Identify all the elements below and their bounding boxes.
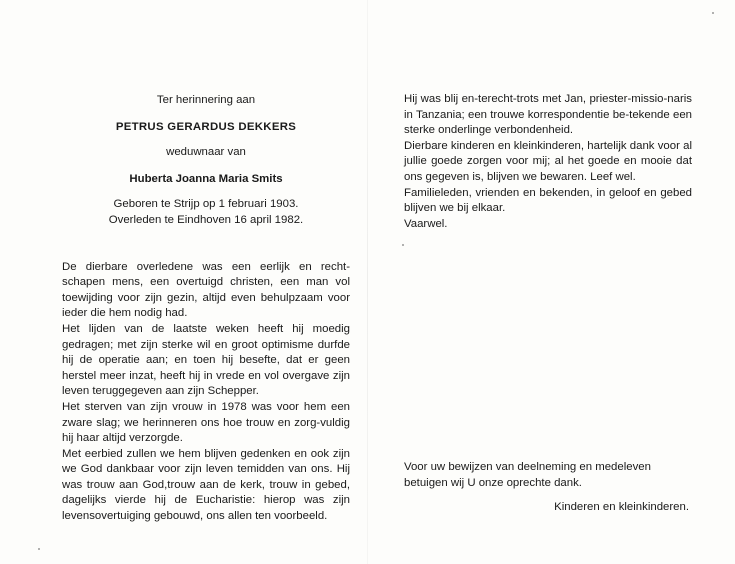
paragraph: Hij was blij en-terecht-trots met Jan, priester-missio-naris in Tanzania; een trouwe korrespondentie be-tekende een sterke onderlinge verbondenheid.: [404, 93, 692, 137]
birth-line: Geboren te Strijp op 1 februari 1903.: [113, 198, 299, 211]
heading-block: [62, 93, 350, 229]
right-panel: [404, 92, 692, 232]
print-speck: [38, 548, 40, 550]
print-speck: [402, 244, 404, 246]
card-fold: [367, 0, 368, 564]
paragraph: Dierbare kinderen en kleinkinderen, hartelijk dank voor al jullie goede zorgen voor mij; al het goede en mooie dat ons gegeven is, blijven we bewaren. Leef wel.: [404, 139, 692, 183]
deceased-name: PETRUS GERARDUS DEKKERS: [115, 120, 297, 133]
left-body: [62, 260, 350, 525]
thanks-text: Voor uw bewijzen van deelneming en medeleven betuigen wij U onze oprechte dank.: [404, 461, 651, 489]
widower-line: weduwnaar van: [166, 146, 246, 159]
paragraph: Familieleden, vrienden en bekenden, in geloof en gebed blijven we bij elkaar.: [404, 186, 692, 215]
paragraph: Het lijden van de laatste weken heeft hij moedig gedragen; met zijn sterke wil en groot optimisme durfde hij de operatie aan; en toen hij besefte, dat er geen herstel meer inzat, heeft hij in vrede en vol overgave zijn leven teruggegeven aan zijn Schepper.: [62, 322, 350, 398]
signoff-text: Kinderen en kleinkinderen.: [554, 501, 689, 513]
spouse-name: Huberta Joanna Maria Smits: [129, 172, 283, 185]
print-speck: [712, 12, 714, 14]
paragraph: Vaarwel.: [404, 217, 448, 230]
paragraph: Het sterven van zijn vrouw in 1978 was voor hem een zware slag; we herinneren ons hoe trouw en zorg-vuldig hij haar altijd verzorgde.: [62, 400, 350, 445]
paragraph: Met eerbied zullen we hem blijven gedenken en ook zijn we God dankbaar voor zijn leven temidden van ons. Hij was trouw aan God,trouw aan de kerk, trouw in gebed, dagelijks vierde hij de Eucharistie: hierop was zijn levensovertuiging gebouwd, ons allen ten voorbeeld.: [62, 447, 350, 523]
left-panel: [62, 93, 350, 525]
paragraph: De dierbare overledene was een eerlijk en recht-schapen mens, een overtuigd christen, een man vol toewijding voor zijn gezin, altijd even behulpzaam voor ieder die hem nodig had.: [62, 260, 350, 320]
in-memory-line: Ter herinnering aan: [156, 94, 256, 106]
death-line: Overleden te Eindhoven 16 april 1982.: [108, 213, 304, 226]
